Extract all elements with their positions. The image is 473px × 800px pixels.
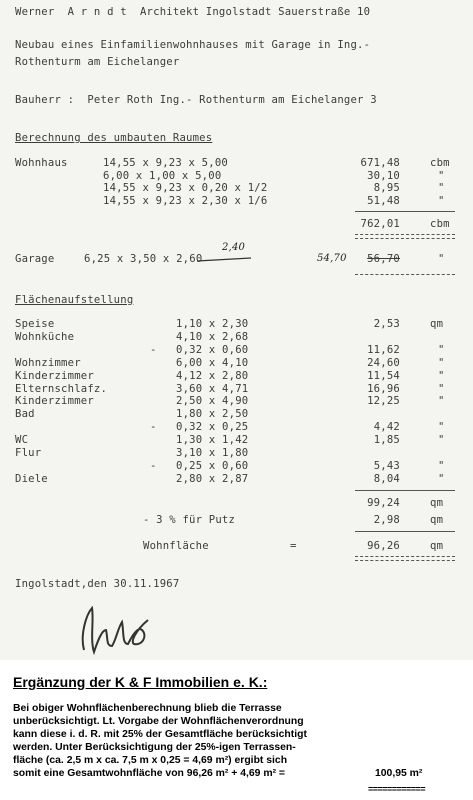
putz-value: 2,98 (373, 514, 400, 526)
flaechen-row-label: Diele (15, 473, 48, 485)
garage-strike (195, 252, 255, 268)
architect-header: Werner A r n d t Architekt Ingolstadt Sauerstraße 10 (15, 6, 371, 18)
putz-rule (355, 531, 455, 532)
raum-row-value: 51,48 (367, 195, 400, 207)
addendum-text-line: werden. Unter Berücksichtigung der 25%-igen Terrassen- (13, 742, 296, 753)
addendum-title: Ergänzung der K & F Immobilien e. K.: (13, 674, 268, 690)
raum-sum: 762,01 (360, 218, 400, 230)
project-title-line2: Rothenturm am Eichelanger (15, 56, 180, 68)
flaechen-row-unit: " (438, 395, 445, 407)
flaechen-row-value: 2,53 (373, 318, 400, 330)
flaechen-row-unit: qm (430, 318, 444, 330)
garage-hand-value: 54,70 (317, 253, 347, 264)
addendum-text-line: Bei obiger Wohnflächenberechnung blieb die Terrasse (13, 703, 282, 714)
flaechen-row-value: 5,43 (373, 460, 400, 472)
flaechen-row-unit: " (438, 383, 445, 395)
subtotal-rule (355, 490, 455, 491)
flaechen-row-unit: " (438, 357, 445, 369)
sum-rule (355, 211, 455, 212)
flaechen-row-minus: - (150, 344, 157, 356)
garage-formula: 6,25 x 3,50 x 2,60 (84, 253, 203, 265)
raum-section-title: Berechnung des umbauten Raumes (15, 132, 213, 144)
flaechen-row-formula: 0,32 x 0,60 (176, 344, 249, 356)
flaechen-row-label: Wohnküche (15, 331, 75, 343)
flaechen-row-formula: 1,80 x 2,50 (176, 408, 249, 420)
flaechen-section-title: Flächenaufstellung (15, 294, 134, 306)
wohnflaeche-label: Wohnfläche (143, 540, 209, 552)
raum-row-unit: " (438, 182, 445, 194)
flaechen-row-formula: 1,10 x 2,30 (176, 318, 249, 330)
raum-row-formula: 6,00 x 1,00 x 5,00 (103, 170, 222, 182)
bauherr-line: Bauherr : Peter Roth Ing.- Rothenturm am Eichelanger 3 (15, 94, 377, 106)
raum-row-unit: " (438, 195, 445, 207)
addendum-text-line: kann diese i. d. R. mit 25% der Gesamtfläche berücksichtigt (13, 729, 307, 740)
flaechen-row-value: 24,60 (367, 357, 400, 369)
signature-drawing (72, 600, 162, 658)
flaechen-row-minus: - (150, 460, 157, 472)
raum-row-formula: 14,55 x 9,23 x 0,20 x 1/2 (103, 182, 268, 194)
flaechen-row-unit: " (438, 370, 445, 382)
garage-label: Garage (15, 253, 55, 265)
project-title-line1: Neubau eines Einfamilienwohnhauses mit Garage in Ing.- (15, 39, 371, 51)
flaechen-row-formula: 4,12 x 2,80 (176, 370, 249, 382)
flaechen-row-formula: 0,32 x 0,25 (176, 421, 249, 433)
flaechen-row-formula: 0,25 x 0,60 (176, 460, 249, 472)
flaechen-row-formula: 4,10 x 2,68 (176, 331, 249, 343)
raum-row-formula: 14,55 x 9,23 x 2,30 x 1/6 (103, 195, 268, 207)
garage-hand-correction: 2,40 (222, 242, 246, 253)
flaechen-row-value: 12,25 (367, 395, 400, 407)
flaechen-row-value: 1,85 (373, 434, 400, 446)
addendum-text-line: unberücksichtigt. Lt. Vorgabe der Wohnflächenverordnung (13, 716, 304, 727)
addendum-total-underline: ============ (368, 784, 426, 794)
flaechen-row-unit: " (438, 421, 445, 433)
flaechen-row-value: 16,96 (367, 383, 400, 395)
flaechen-row-formula: 1,30 x 1,42 (176, 434, 249, 446)
addendum-text-line: somit eine Gesamtwohnfläche von 96,26 m² + 4,69 m² = (13, 768, 285, 779)
flaechen-row-formula: 3,60 x 4,71 (176, 383, 249, 395)
flaechen-subtotal: 99,24 (367, 497, 400, 509)
flaechen-row-value: 8,04 (373, 473, 400, 485)
raum-row-label: Wohnhaus (15, 157, 68, 169)
garage-value: 56,70 (367, 253, 400, 265)
wohnflaeche-double-rule (355, 556, 455, 561)
date-line: Ingolstadt,den 30.11.1967 (15, 578, 180, 590)
wohnflaeche-value: 96,26 (367, 540, 400, 552)
addendum-text-line: fläche (ca. 2,5 m x ca. 7,5 m x 0,25 = 4,69 m²) ergibt sich (13, 755, 288, 766)
addendum-panel (0, 660, 473, 800)
raum-row-formula: 14,55 x 9,23 x 5,00 (103, 157, 228, 169)
flaechen-row-formula: 2,50 x 4,90 (176, 395, 249, 407)
putz-label: - 3 % für Putz (143, 514, 236, 526)
addendum-total: 100,95 m² (375, 768, 423, 779)
putz-unit: qm (430, 514, 444, 526)
flaechen-row-label: Speise (15, 318, 55, 330)
flaechen-row-label: Kinderzimmer (15, 395, 94, 407)
flaechen-row-unit: " (438, 434, 445, 446)
flaechen-row-unit: " (438, 473, 445, 485)
raum-row-value: 671,48 (360, 157, 400, 169)
raum-row-unit: cbm (430, 157, 450, 169)
flaechen-row-label: Bad (15, 408, 35, 420)
flaechen-row-formula: 3,10 x 1,80 (176, 447, 249, 459)
flaechen-row-minus: - (150, 421, 157, 433)
flaechen-row-unit: " (438, 460, 445, 472)
flaechen-subtotal-unit: qm (430, 497, 444, 509)
flaechen-row-value: 4,42 (373, 421, 400, 433)
flaechen-row-formula: 6,00 x 4,10 (176, 357, 249, 369)
flaechen-row-label: Elternschlafz. (15, 383, 108, 395)
garage-rule (355, 274, 455, 275)
garage-unit: " (438, 253, 445, 265)
flaechen-row-label: Kinderzimmer (15, 370, 94, 382)
flaechen-row-label: Wohnzimmer (15, 357, 81, 369)
raum-row-value: 30,10 (367, 170, 400, 182)
flaechen-row-label: Flur (15, 447, 42, 459)
flaechen-row-label: WC (15, 434, 29, 446)
wohnflaeche-unit: qm (430, 540, 444, 552)
flaechen-row-value: 11,54 (367, 370, 400, 382)
raum-row-unit: " (438, 170, 445, 182)
flaechen-row-value: 11,62 (367, 344, 400, 356)
sum-double-rule (355, 234, 455, 239)
flaechen-row-unit: " (438, 344, 445, 356)
wohnflaeche-eq: = (290, 540, 297, 552)
raum-sum-unit: cbm (430, 218, 450, 230)
raum-row-value: 8,95 (373, 182, 400, 194)
flaechen-row-formula: 2,80 x 2,87 (176, 473, 249, 485)
